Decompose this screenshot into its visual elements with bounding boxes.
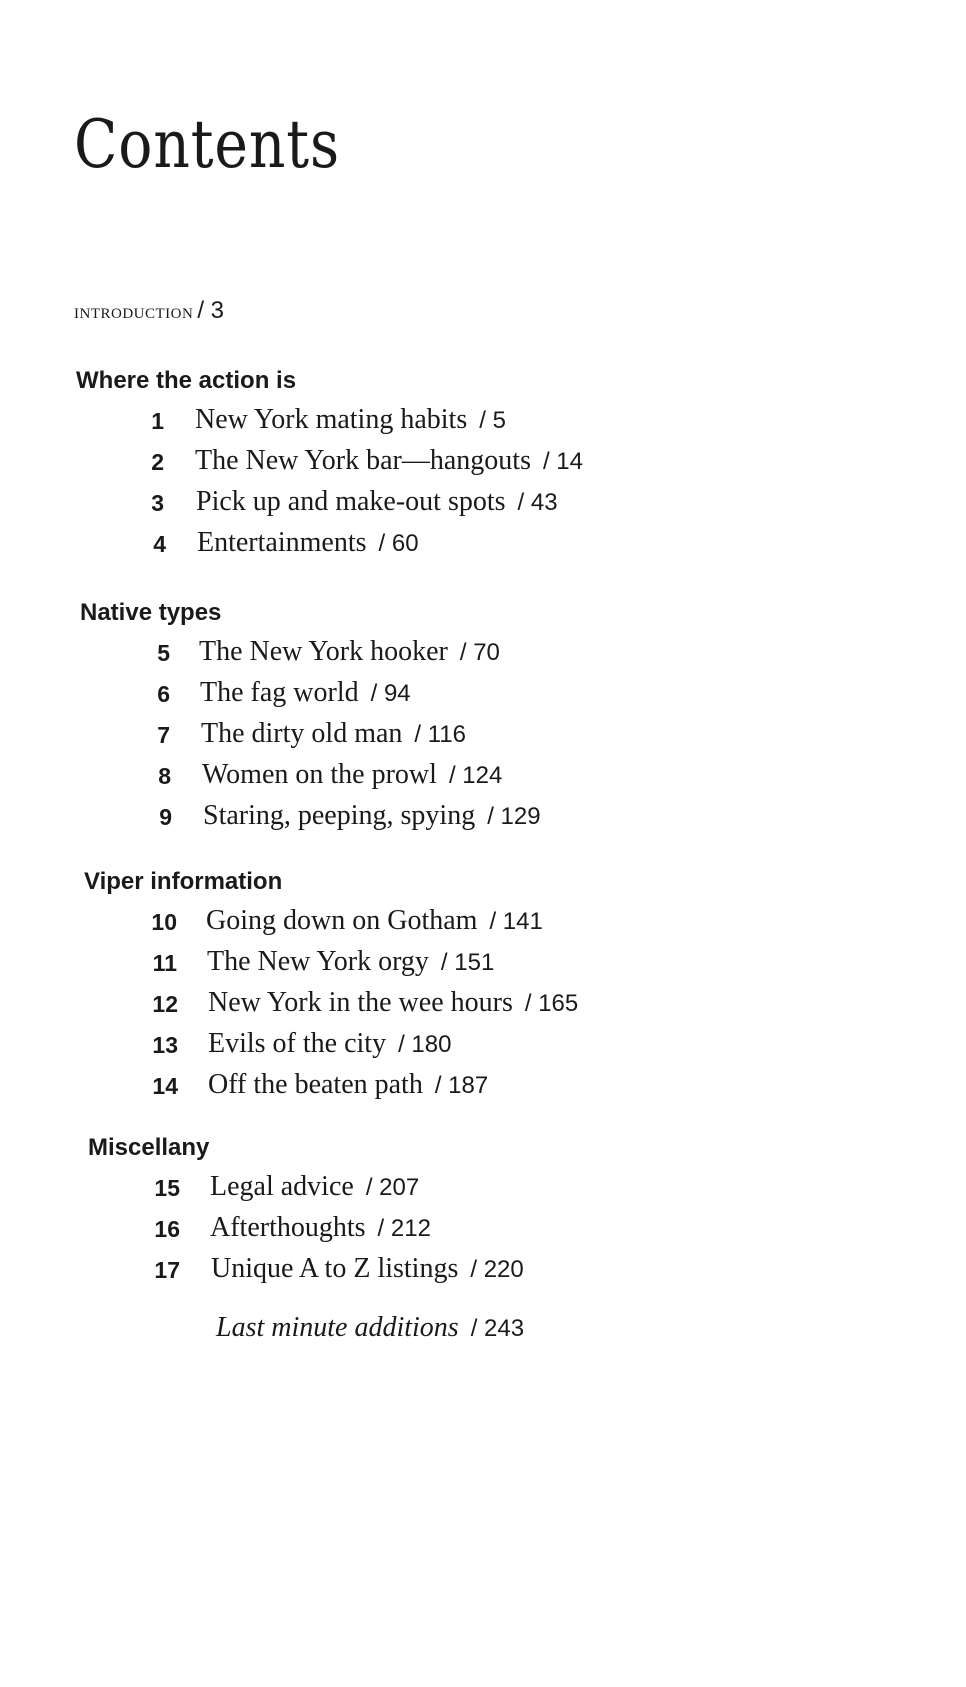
toc-entry[interactable] <box>0 525 966 566</box>
chapter-title: New York mating habits <box>195 404 468 435</box>
toc-entry[interactable] <box>0 903 966 944</box>
toc-entry[interactable] <box>0 443 966 484</box>
chapter-page: / 14 <box>542 448 583 475</box>
chapter-number: 3 <box>151 490 164 516</box>
chapter-title: The New York hooker <box>199 636 448 667</box>
toc-entry[interactable] <box>0 402 966 443</box>
chapter-title: Pick up and make-out spots <box>196 486 506 517</box>
toc-entry[interactable] <box>0 944 966 985</box>
chapter-title: Evils of the city <box>208 1028 387 1059</box>
toc-entry[interactable] <box>0 985 966 1026</box>
toc-entry[interactable] <box>0 1026 966 1067</box>
toc-entry[interactable] <box>0 1067 966 1108</box>
chapter-page: / 220 <box>470 1256 524 1283</box>
chapter-number: 11 <box>152 950 177 976</box>
chapter-number: 5 <box>157 640 170 666</box>
chapter-page: / 5 <box>479 407 506 434</box>
toc-entry[interactable] <box>0 1251 966 1292</box>
chapter-page: / 129 <box>487 803 541 830</box>
introduction-page: / 3 <box>197 297 225 324</box>
chapter-title: Unique A to Z listings <box>211 1253 459 1284</box>
chapter-number: 14 <box>152 1073 178 1099</box>
chapter-title: The dirty old man <box>201 718 403 749</box>
chapter-title: Staring, peeping, spying <box>203 800 476 831</box>
toc-entry[interactable] <box>0 1210 966 1251</box>
chapter-title: Entertainments <box>197 527 367 558</box>
toc-entry[interactable] <box>0 798 966 839</box>
toc-entry[interactable] <box>0 757 966 798</box>
introduction-label: introduction <box>74 299 194 323</box>
chapter-page: / 151 <box>440 949 495 976</box>
chapter-page: / 124 <box>448 762 503 789</box>
chapter-title: Going down on Gotham <box>206 905 478 936</box>
chapter-title: The New York bar—hangouts <box>195 445 531 476</box>
chapter-page: / 70 <box>459 639 500 666</box>
toc-entry-introduction[interactable] <box>74 296 224 329</box>
chapter-title: Off the beaten path <box>208 1069 423 1100</box>
chapter-title: Afterthoughts <box>210 1212 366 1243</box>
chapter-title: Legal advice <box>210 1171 354 1202</box>
chapter-number: 8 <box>158 763 171 789</box>
extra-page: / 243 <box>470 1315 525 1342</box>
chapter-number: 13 <box>152 1032 178 1058</box>
chapter-page: / 43 <box>517 489 558 516</box>
chapter-number: 9 <box>159 804 172 830</box>
toc-entry[interactable] <box>0 675 966 716</box>
chapter-page: / 212 <box>377 1215 431 1242</box>
chapter-page: / 60 <box>378 530 419 557</box>
chapter-number: 7 <box>157 722 170 748</box>
section-heading: Where the action is <box>76 367 297 394</box>
chapter-number: 6 <box>157 681 170 707</box>
section-heading: Viper information <box>84 868 283 895</box>
toc-entry-last-minute-additions[interactable] <box>216 1310 524 1347</box>
chapter-page: / 187 <box>434 1072 489 1099</box>
toc-section-viper-information <box>0 867 966 1108</box>
chapter-number: 15 <box>154 1175 180 1201</box>
chapter-number: 4 <box>153 531 166 557</box>
chapter-number: 16 <box>154 1216 180 1242</box>
chapter-number: 10 <box>151 909 177 935</box>
page-title: Contents <box>74 106 340 183</box>
toc-section-native-types <box>0 598 966 839</box>
chapter-page: / 94 <box>370 680 411 707</box>
chapter-title: Women on the prowl <box>202 759 437 790</box>
chapter-title: The fag world <box>200 677 359 708</box>
chapter-title: The New York orgy <box>207 946 429 977</box>
chapter-page: / 141 <box>489 908 543 935</box>
toc-section-miscellany <box>0 1133 966 1292</box>
extra-title: Last minute additions <box>216 1312 459 1343</box>
toc-entry[interactable] <box>0 716 966 757</box>
chapter-page: / 116 <box>414 721 467 748</box>
toc-section-where-the-action-is <box>0 366 966 566</box>
chapter-page: / 165 <box>524 990 579 1017</box>
toc-entry[interactable] <box>0 634 966 675</box>
toc-entry[interactable] <box>0 484 966 525</box>
chapter-page: / 180 <box>398 1031 452 1058</box>
chapter-number: 17 <box>154 1257 180 1283</box>
chapter-number: 1 <box>151 408 164 434</box>
chapter-number: 2 <box>151 449 164 475</box>
toc-entry[interactable] <box>0 1169 966 1210</box>
chapter-page: / 207 <box>365 1174 420 1201</box>
section-heading: Native types <box>80 599 222 626</box>
chapter-number: 12 <box>152 991 178 1017</box>
section-heading: Miscellany <box>88 1134 210 1161</box>
chapter-title: New York in the wee hours <box>208 987 513 1018</box>
